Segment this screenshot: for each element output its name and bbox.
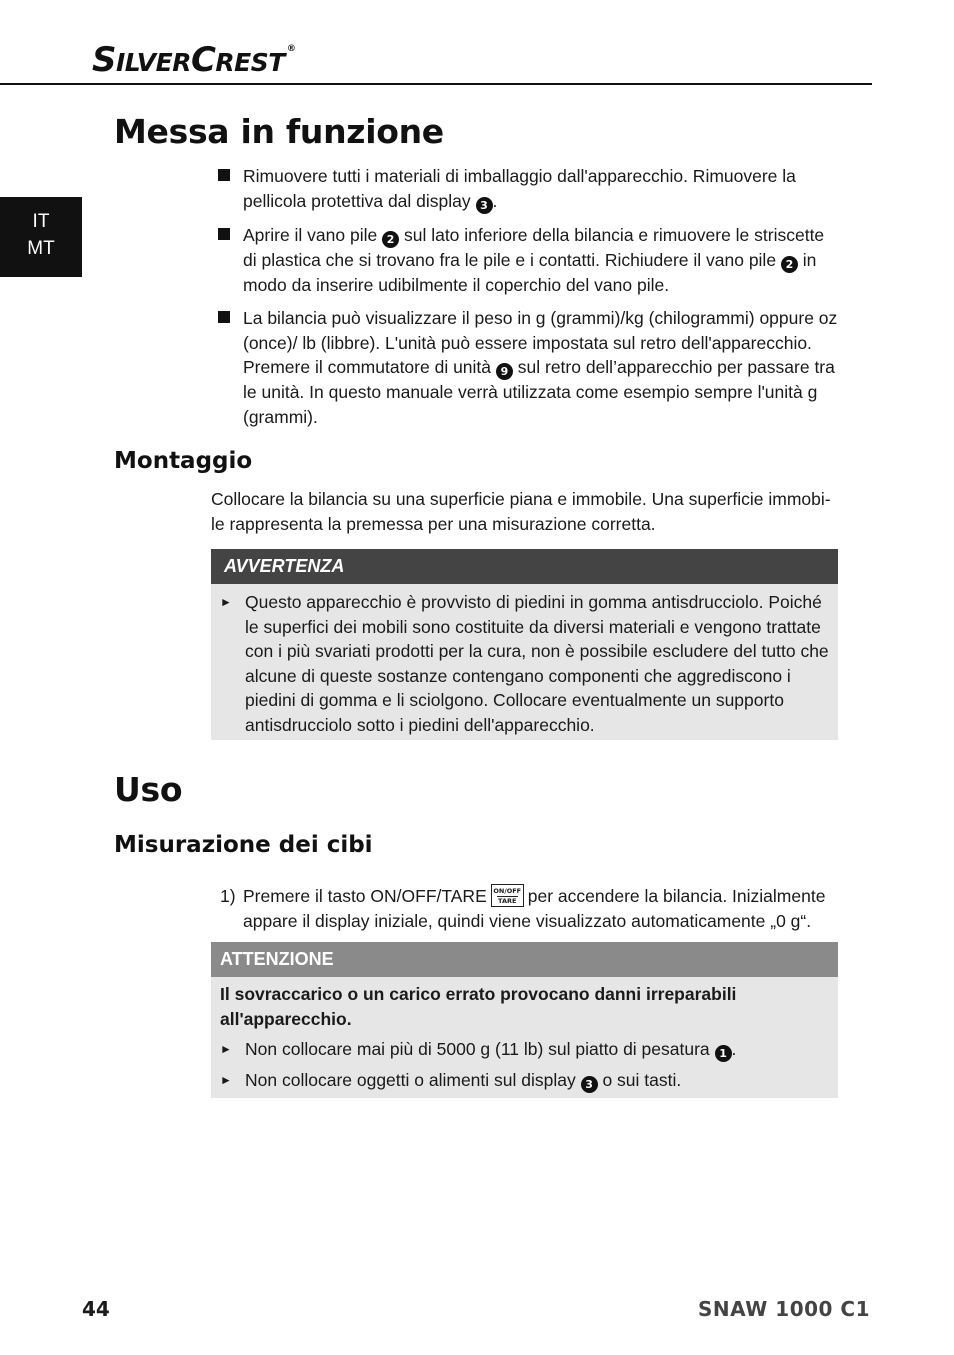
- bullet-square-icon: [218, 311, 230, 323]
- ref-number-icon: 2: [781, 256, 798, 273]
- ref-number-icon: 9: [496, 363, 513, 380]
- attention-item: ► Non collocare oggetti o alimenti sul display 3 o sui tasti.: [220, 1070, 682, 1091]
- ref-number-icon: 3: [476, 197, 493, 214]
- list-item: Aprire il vano pile 2 sul lato inferiore della bilancia e rimuovere le striscette di plastica che si trovano fra le pile e i contatti. Richiudere il vano pile 2 in modo da inserire udibilmente il coperchio del vano pile.: [218, 223, 838, 298]
- montaggio-paragraph: Collocare la bilancia su una superficie piana e immobile. Una superficie immobi-le rappresenta la premessa per una misurazione corretta.: [211, 489, 831, 534]
- model-number: SNAW 1000 C1: [698, 1297, 870, 1321]
- bullet-square-icon: [218, 228, 230, 240]
- attention-box: [211, 942, 838, 1098]
- section-title-messa-in-funzione: Messa in funzione: [114, 112, 444, 151]
- language-tab: [0, 197, 82, 277]
- arrow-right-icon: ►: [220, 1042, 232, 1056]
- list-item: La bilancia può visualizzare il peso in g (grammi)/kg (chilogrammi) oppure oz (once)/ lb (libbre). L'unità può essere impostata sul retro dell'apparecchio. Premere il commutatore di unità 9 sul retro dell’apparecchio per passare tra le unità. In questo manuale verrà utilizzata come esempio sempre l'unità g (grammi).: [218, 306, 838, 429]
- page-number: 44: [82, 1297, 110, 1321]
- step-item: 1) Premere il tasto ON/OFF/TARE ON/OFF TARE per accendere la bilancia. Inizialmente appare il display iniziale, quindi viene visualizzato automaticamente „0 g“.: [220, 886, 826, 931]
- silvercrest-logo: SILVERCREST ®: [92, 40, 296, 80]
- language-code-it: IT: [32, 211, 50, 232]
- warning-label: AVVERTENZA: [211, 549, 838, 584]
- list-item: Rimuovere tutti i materiali di imballaggio dall'apparecchio. Rimuovere la pellicola protettiva dal display 3 .: [218, 164, 838, 214]
- on-off-tare-key-icon: ON/OFF TARE: [491, 884, 524, 907]
- attention-item: ► Non collocare mai più di 5000 g (11 lb) sul piatto di pesatura 1 .: [220, 1039, 737, 1060]
- section-title-uso: Uso: [114, 770, 183, 809]
- header-rule: [0, 83, 872, 85]
- warning-box: [211, 549, 838, 740]
- ref-number-icon: 3: [581, 1076, 598, 1093]
- attention-label: ATTENZIONE: [211, 942, 838, 977]
- arrow-right-icon: ►: [220, 595, 232, 609]
- language-code-mt: MT: [27, 238, 55, 259]
- arrow-right-icon: ►: [220, 1073, 232, 1087]
- step-number: 1): [220, 886, 236, 906]
- bullet-square-icon: [218, 169, 230, 181]
- ref-number-icon: 2: [382, 231, 399, 248]
- subsection-title-misurazione: Misurazione dei cibi: [114, 832, 373, 858]
- attention-bold-text: Il sovraccarico o un carico errato provocano danni irreparabili all'apparecchio.: [220, 984, 737, 1029]
- ref-number-icon: 1: [715, 1045, 732, 1062]
- subsection-title-montaggio: Montaggio: [114, 448, 253, 474]
- warning-item: ► Questo apparecchio è provvisto di piedini in gomma antisdrucciolo. Poiché le superfici dei mobili sono costituite da diversi materiali e vengono trattate con i più svariati prodotti per la cura, non è possibile escludere del tutto che alcune di queste sostanze contengano componenti che aggrediscono i piedini di gomma e li sciolgono. Collocare eventualmente un supporto antisdrucciolo sotto i piedini dell'apparecchio.: [220, 592, 829, 735]
